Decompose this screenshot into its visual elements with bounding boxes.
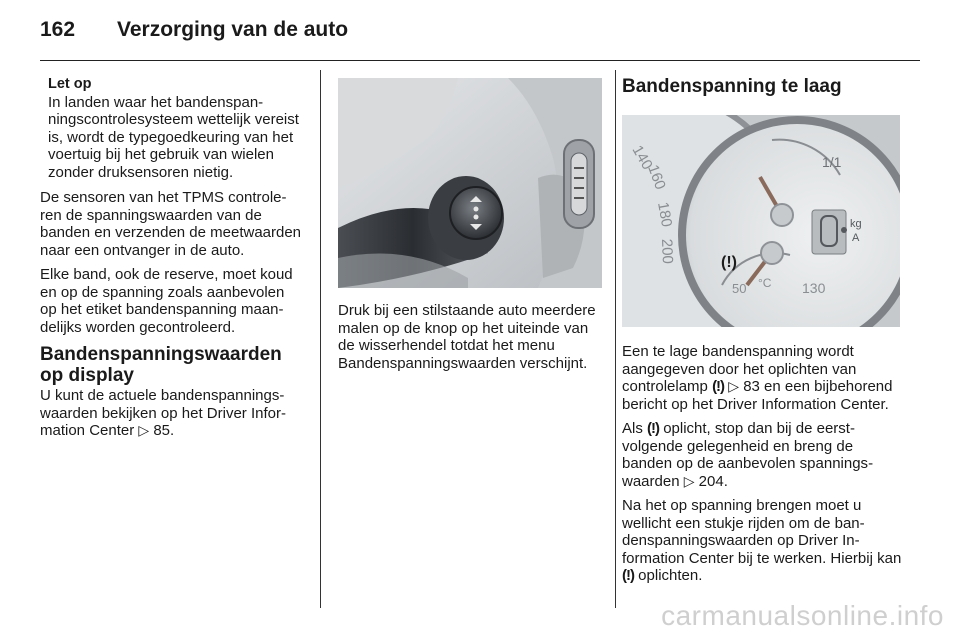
paragraph-text: U kunt de actuele bandenspanningswaarden bekijken op het Driver Information Center [40,387,286,439]
tpms-warning-icon: (!) [647,420,660,437]
tpms-warning-icon: (!) [712,378,725,395]
column-left [40,70,302,447]
paragraph-text: Als [622,420,643,437]
paragraph [622,497,902,585]
note-title: Let op [48,76,92,92]
temp-tick: 130 [802,280,826,296]
paragraph-text: oplichten. [638,567,703,584]
instrument-cluster-drawing [622,115,900,327]
paragraph-text: Een te lage bandenspanning wordt aangegeven door het oplichten van controlelamp [622,343,857,395]
watermark: carmanualsonline.info [661,600,944,631]
column-divider [615,70,616,608]
paragraph: Elke band, ook de reserve, moet koud en op de spanning zoals aanbevolen op het etiket bandenspanning maandelijks worden gecontroleerd. [40,266,293,336]
column-middle [338,70,602,379]
page-ref-arrow-icon: ▷ [728,378,740,394]
paragraph-text: oplicht, stop dan bij de eerstvolgende gelegenheid en breng de banden op de aanbevolen spanningswaarden [622,420,874,490]
speed-tick: 160 [644,162,669,192]
header-rule [40,60,920,61]
speed-tick: 180 [654,200,676,229]
image-caption: Druk bij een stilstaande auto meerdere malen op de knop op het uiteinde van de wisserhendel totdat het menu Bandenspanningswaarden verschijnt. [338,302,596,372]
paragraph-text: Na het op spanning brengen moet u wellicht een stukje rijden om de bandenspanningswaarden op Driver Information Center bij te werken. Hierbij kan [622,497,902,567]
note-box [40,76,302,181]
temp-tick: °C [758,276,772,290]
paragraph: De sensoren van het TPMS controleren de spanningswaarden van de banden en verzenden de meetwaarden naar een ontvanger in de auto. [40,189,302,259]
page-number: 162 [40,18,76,41]
page-ref: 204. [698,472,728,490]
column-divider [320,70,321,608]
svg-text:A: A [852,232,860,244]
fuel-tick: 1/1 [822,154,842,170]
page-ref-arrow-icon: ▷ [683,472,695,489]
wiper-lever-illustration [338,78,602,288]
page-ref-arrow-icon: ▷ [138,422,150,438]
section-heading: Bandenspanningswaarden op display [40,344,282,386]
paragraph-text: en een bijbehorend bericht op het Driver Information Center. [622,378,893,413]
wiper-lever-drawing [338,78,602,288]
paragraph [622,343,902,413]
speed-tick: 200 [658,238,676,265]
paragraph [40,387,302,440]
note-text: In landen waar het bandenspanningscontrolesysteem wettelijk vereist is, wordt de typegoedkeuring van het voertuig bij het gebruik van wielen zonder druksensoren nietig. [48,93,299,181]
svg-text:kg: kg [850,218,862,230]
paragraph [622,420,902,490]
page-ref: 83 [743,378,760,395]
column-right [622,70,902,592]
section-heading: Bandenspanning te laag [622,76,842,97]
page-title: Verzorging van de auto [117,18,349,41]
instrument-cluster-illustration [622,115,900,327]
page-ref: 85. [153,422,175,439]
tpms-warning-icon: (!) [721,254,737,271]
tpms-warning-icon: (!) [622,567,634,584]
temp-tick: 50 [732,281,747,296]
speed-tick: 140 [628,142,656,173]
page-header [40,18,348,48]
